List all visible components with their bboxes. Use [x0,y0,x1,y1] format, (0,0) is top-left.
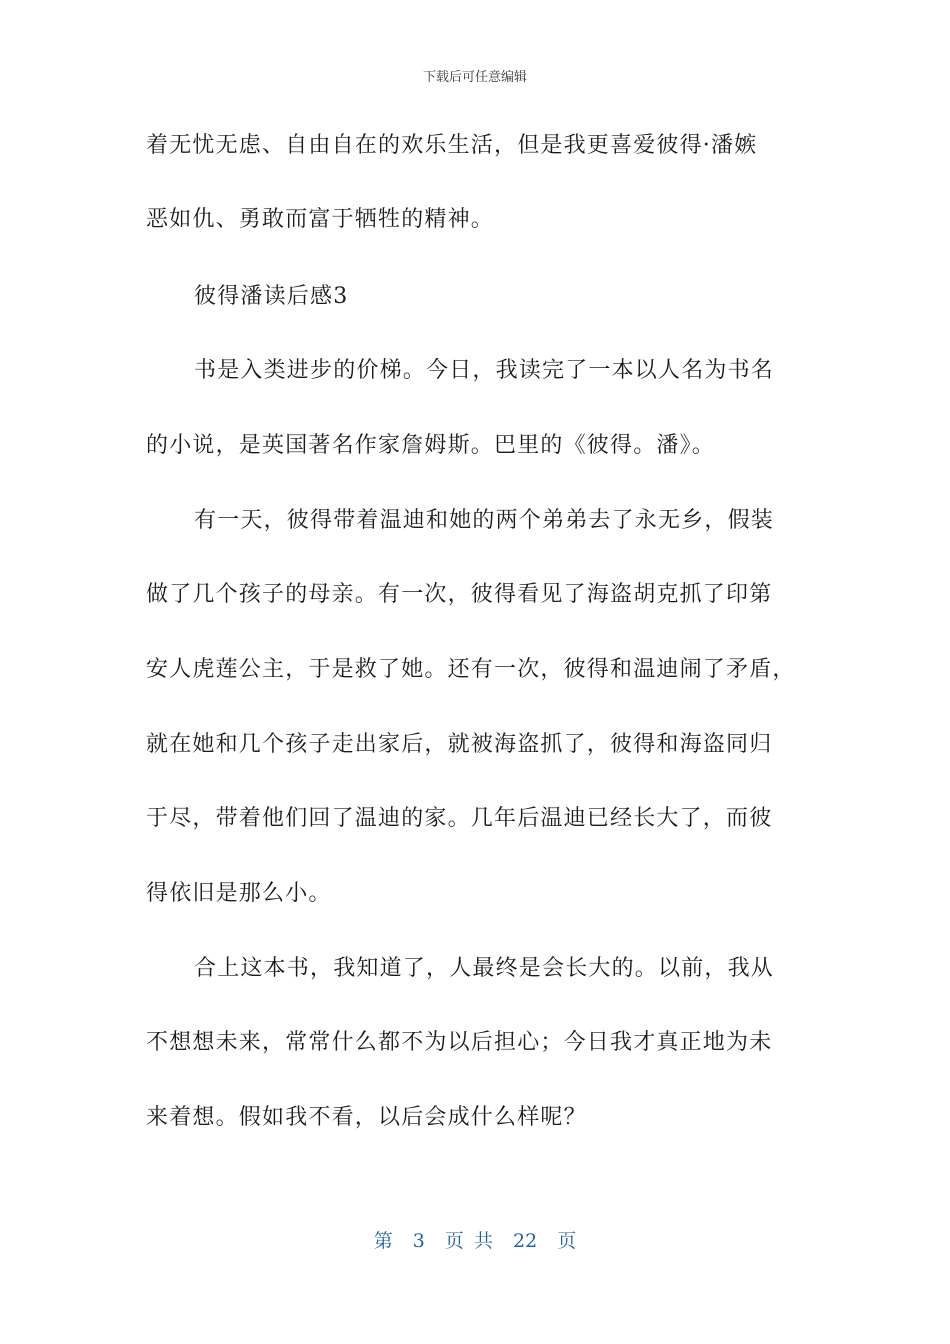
text-line: 来着想。假如我不看，以后会成什么样呢？ [146,1105,587,1130]
text-line: 安人虎莲公主，于是救了她。还有一次，彼得和温迪闹了矛盾， [146,657,796,682]
text-line: 书是入类进步的价梯。今日，我读完了一本以人名为书名 [194,358,775,383]
text-line: 有一天，彼得带着温迪和她的两个弟弟去了永无乡，假装 [194,508,775,533]
text-line: 得依旧是那么小。 [146,881,332,906]
text-line: 就在她和几个孩子走出家后，就被海盗抓了，彼得和海盗同归 [146,732,773,757]
section-heading: 彼得潘读后感3 [194,284,349,309]
text-line: 做了几个孩子的母亲。有一次，彼得看见了海盗胡克抓了印第 [146,582,773,607]
text-line: 合上这本书，我知道了，人最终是会长大的。以前，我从 [194,956,775,981]
page-header: 下载后可任意编辑 [422,70,527,85]
text-line: 着无忧无虑、自由自在的欢乐生活，但是我更喜爱彼得·潘嫉 [146,133,758,158]
page-footer [0,1226,950,1253]
text-line: 不想想未来，常常什么都不为以后担心；今日我才真正地为未 [146,1030,773,1055]
text-line: 的小说，是英国著名作家詹姆斯。巴里的《彼得。潘》。 [146,433,716,458]
total-pages: 22 [513,1230,538,1252]
footer-prefix: 第 [373,1230,393,1252]
text-line: 于尽，带着他们回了温迪的家。几年后温迪已经长大了，而彼 [146,806,773,831]
page-number: 3 [412,1230,425,1252]
footer-middle: 页 共 [444,1230,493,1252]
footer-suffix: 页 [557,1230,577,1252]
text-line: 恶如仇、勇敢而富于牺牲的精神。 [146,207,495,232]
